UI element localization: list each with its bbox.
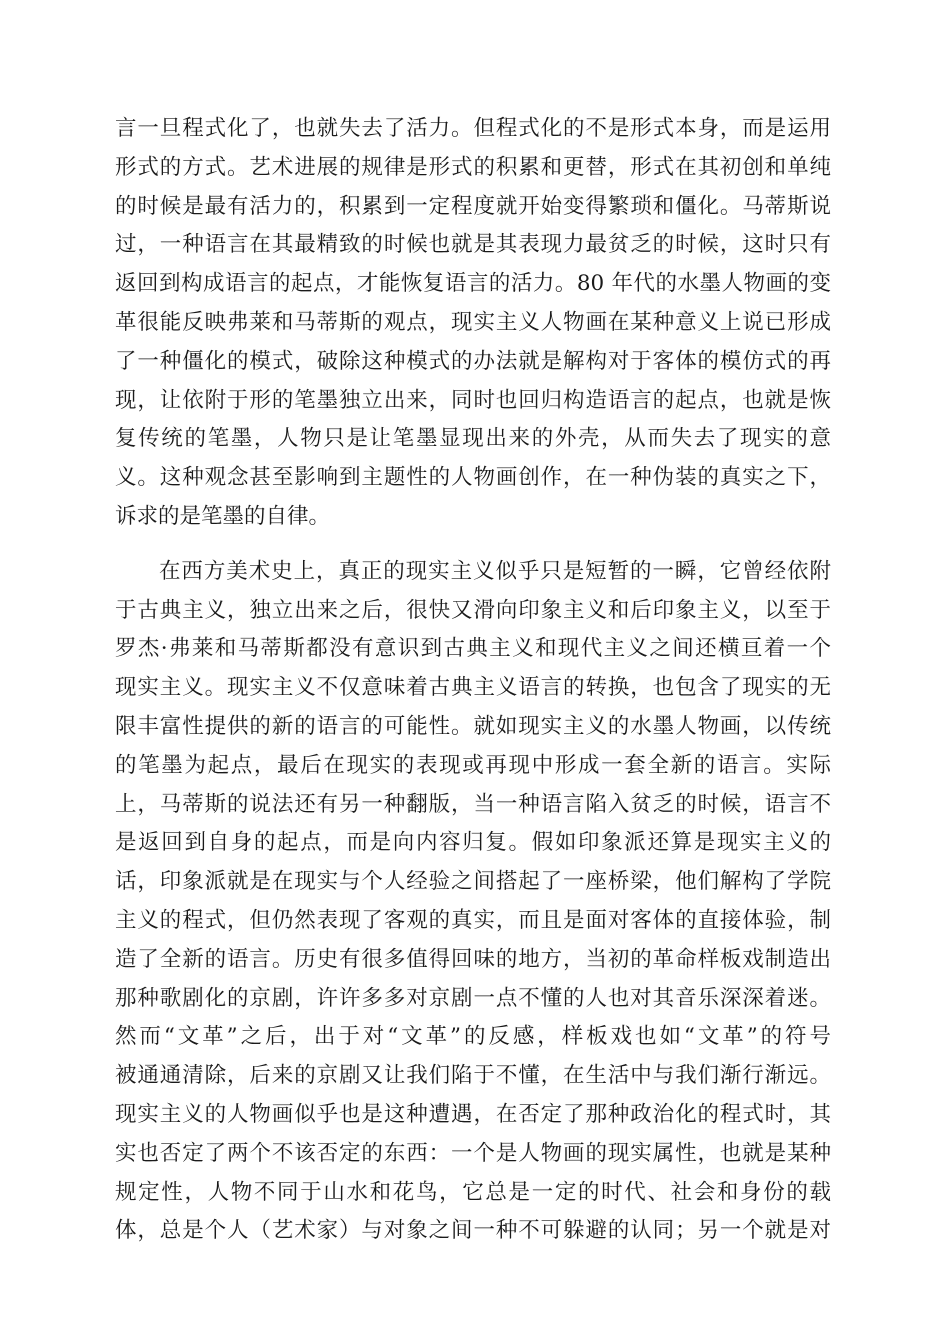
paragraph-2 xyxy=(115,553,831,1251)
text-line: 现，让依附于形的笔墨独立出来，同时也回归构造语言的起点，也就是恢 xyxy=(115,387,831,413)
paragraph-1 xyxy=(115,110,831,537)
text-line: 现实主义。现实主义不仅意味着古典主义语言的转换，也包含了现实的无 xyxy=(115,675,831,701)
text-line: 在西方美术史上，真正的现实主义似乎只是短暂的一瞬，它曾经依附 xyxy=(159,558,831,584)
text-line: 罗杰·弗莱和马蒂斯都没有意识到古典主义和现代主义之间还横亘着一个 xyxy=(115,636,831,662)
document-page xyxy=(115,110,831,1251)
text-line: 实也否定了两个不该否定的东西：一个是人物画的现实属性，也就是某种 xyxy=(115,1140,831,1166)
text-line: 义。这种观念甚至影响到主题性的人物画创作，在一种伪装的真实之下， xyxy=(115,465,831,491)
paragraph-gap xyxy=(115,537,831,553)
text-line: 返回到构成语言的起点，才能恢复语言的活力。80 年代的水墨人物画的变 xyxy=(115,271,831,297)
text-line: 革很能反映弗莱和马蒂斯的观点，现实主义人物画在某种意义上说已形成 xyxy=(115,309,831,335)
text-line: 诉求的是笔墨的自律。 xyxy=(115,503,331,529)
text-line: 主义的程式，但仍然表现了客观的真实，而且是面对客体的直接体验，制 xyxy=(115,907,831,933)
text-line: 上，马蒂斯的说法还有另一种翻版，当一种语言陷入贫乏的时候，语言不 xyxy=(115,791,831,817)
text-line: 于古典主义，独立出来之后，很快又滑向印象主义和后印象主义，以至于 xyxy=(115,597,831,623)
text-line: 形式的方式。艺术进展的规律是形式的积累和更替，形式在其初创和单纯 xyxy=(115,154,831,180)
text-line: 话，印象派就是在现实与个人经验之间搭起了一座桥梁，他们解构了学院 xyxy=(115,869,831,895)
text-line: 然而“文革”之后，出于对“文革”的反感，样板戏也如“文革”的符号 xyxy=(115,1024,831,1050)
text-line: 过，一种语言在其最精致的时候也就是其表现力最贫乏的时候，这时只有 xyxy=(115,232,831,258)
text-line: 被通通清除，后来的京剧又让我们陷于不懂，在生活中与我们渐行渐远。 xyxy=(115,1063,831,1089)
text-line: 的时候是最有活力的，积累到一定程度就开始变得繁琐和僵化。马蒂斯说 xyxy=(115,193,831,219)
text-line: 了一种僵化的模式，破除这种模式的办法就是解构对于客体的模仿式的再 xyxy=(115,348,831,374)
text-line: 复传统的笔墨，人物只是让笔墨显现出来的外壳，从而失去了现实的意 xyxy=(115,426,831,452)
text-line: 那种歌剧化的京剧，许许多多对京剧一点不懂的人也对其音乐深深着迷。 xyxy=(115,985,831,1011)
text-line: 造了全新的语言。历史有很多值得回味的地方，当初的革命样板戏制造出 xyxy=(115,946,831,972)
text-line: 现实主义的人物画似乎也是这种遭遇，在否定了那种政治化的程式时，其 xyxy=(115,1101,831,1127)
text-line: 言一旦程式化了，也就失去了活力。但程式化的不是形式本身，而是运用 xyxy=(115,116,831,141)
text-line: 体，总是个人（艺术家）与对象之间一种不可躲避的认同；另一个就是对 xyxy=(115,1218,831,1244)
text-line: 的笔墨为起点，最后在现实的表现或再现中形成一套全新的语言。实际 xyxy=(115,752,831,778)
text-line: 规定性，人物不同于山水和花鸟，它总是一定的时代、社会和身份的载 xyxy=(115,1179,831,1205)
text-line: 是返回到自身的起点，而是向内容归复。假如印象派还算是现实主义的 xyxy=(115,830,831,856)
text-line: 限丰富性提供的新的语言的可能性。就如现实主义的水墨人物画，以传统 xyxy=(115,713,831,739)
